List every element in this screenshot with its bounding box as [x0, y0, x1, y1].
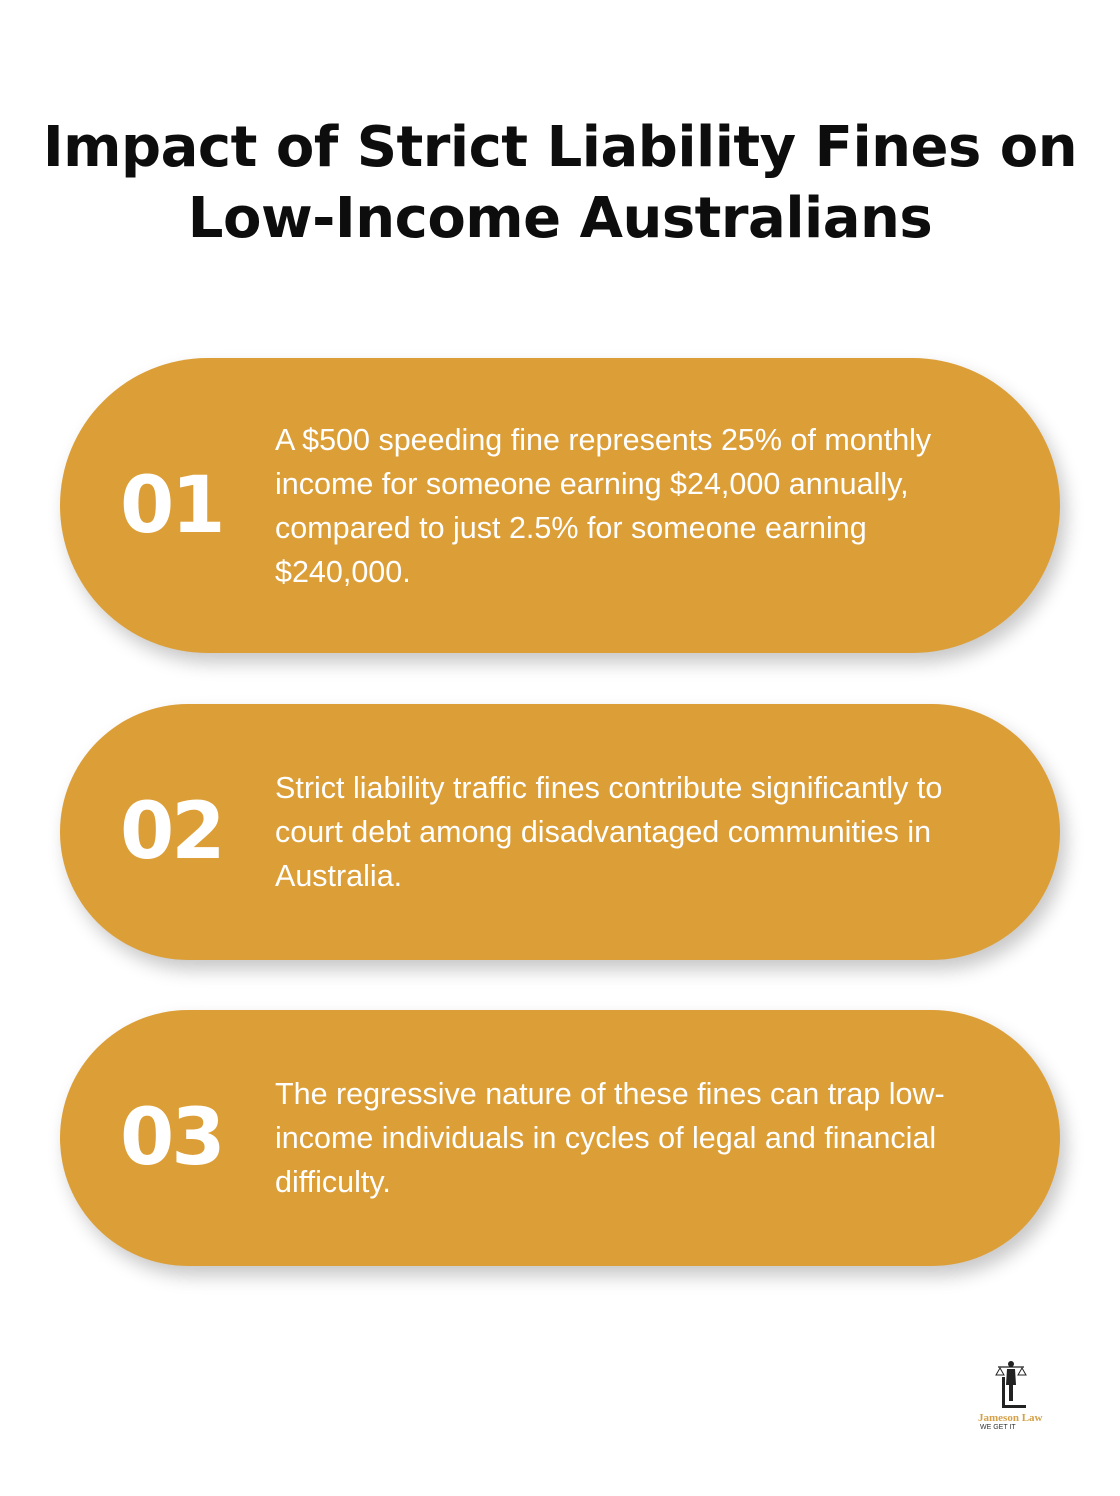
logo-name: Jameson Law	[978, 1412, 1043, 1424]
card-text: The regressive nature of these fines can trap low-income individuals in cycles of legal and financial difficulty.	[275, 1077, 945, 1199]
brand-logo	[972, 1355, 1050, 1437]
info-card-3	[60, 1010, 1060, 1266]
logo-tagline: WE GET IT	[980, 1424, 1016, 1431]
lady-justice-icon	[994, 1355, 1030, 1411]
info-card-2	[60, 704, 1060, 960]
page-title: Impact of Strict Liability Fines on Low-Income Australians	[42, 115, 1078, 252]
card-number: 02	[120, 787, 223, 877]
card-text: Strict liability traffic fines contribute significantly to court debt among disadvantaged communities in Australia.	[275, 771, 943, 893]
info-card-1	[60, 358, 1060, 653]
card-text: A $500 speeding fine represents 25% of monthly income for someone earning $24,000 annually, compared to just 2.5% for someone earning $240,000.	[275, 422, 932, 589]
card-number: 03	[120, 1093, 223, 1183]
card-number: 01	[120, 460, 223, 551]
